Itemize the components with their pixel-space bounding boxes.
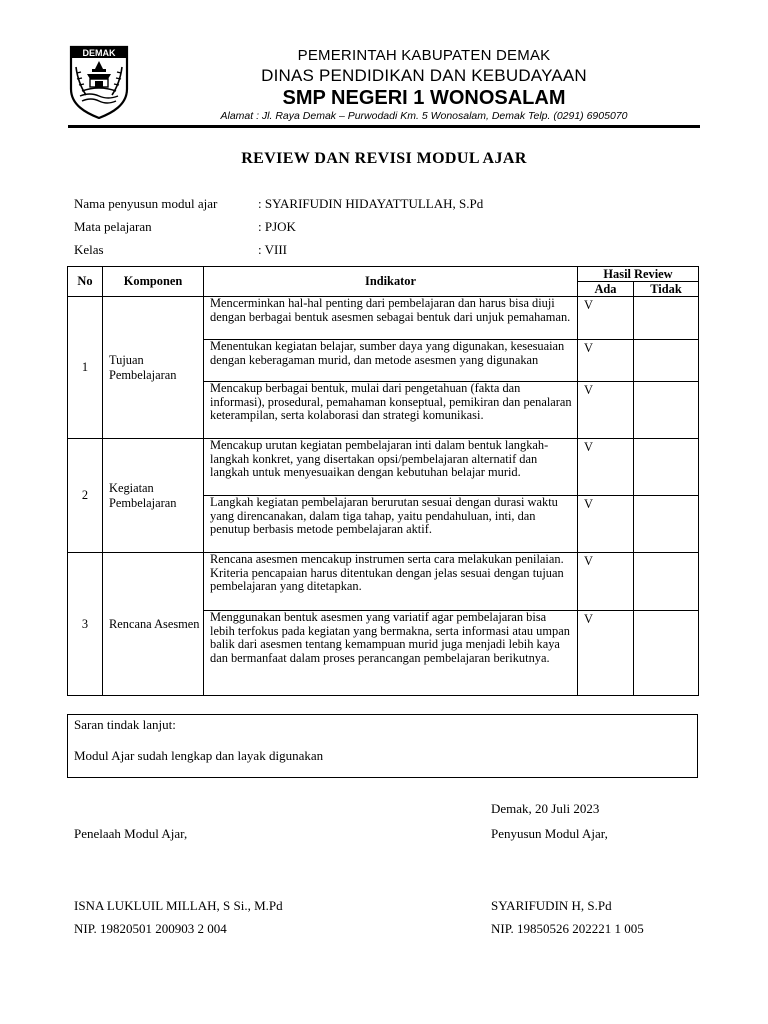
place-date: Demak, 20 Juli 2023 xyxy=(491,801,600,816)
ada-mark: V xyxy=(578,496,634,553)
ada-mark: V xyxy=(578,297,634,340)
komponen-cell: Rencana Asesmen xyxy=(103,553,204,696)
header-hasil-review: Hasil Review xyxy=(578,267,699,282)
saran-box xyxy=(67,714,698,778)
indikator-cell: Mencerminkan hal-hal penting dari pembelajaran dan harus bisa diuji dengan berbagai bentuk asesmen sebagai bentuk dari unjuk pemahaman. xyxy=(204,297,578,340)
tidak-mark xyxy=(634,439,699,496)
row-number: 3 xyxy=(68,553,103,696)
reviewer-nip: NIP. 19820501 200903 2 004 xyxy=(74,921,227,936)
row-number: 2 xyxy=(68,439,103,553)
author-name: SYARIFUDIN H, S.Pd xyxy=(491,898,612,913)
indikator-cell: Menentukan kegiatan belajar, sumber daya yang digunakan, kesesuaian dengan keberagaman murid, dan metode asesmen yang digunakan xyxy=(204,340,578,382)
logo-lettering: DEMAK xyxy=(82,48,116,58)
ada-mark: V xyxy=(578,611,634,696)
school-address: Alamat : Jl. Raya Demak – Purwodadi Km. 5 Wonosalam, Demak Telp. (0291) 6905070 xyxy=(220,110,628,122)
ada-mark: V xyxy=(578,553,634,611)
ada-mark: V xyxy=(578,439,634,496)
tidak-mark xyxy=(634,496,699,553)
saran-label: Saran tindak lanjut: xyxy=(74,717,176,732)
letterhead-line-2: DINAS PENDIDIKAN DAN KEBUDAYAAN xyxy=(261,66,587,85)
author-nip: NIP. 19850526 202221 1 005 xyxy=(491,921,644,936)
letterhead-divider xyxy=(68,125,700,128)
header-indikator: Indikator xyxy=(204,267,578,297)
demak-logo xyxy=(68,45,130,119)
komponen-cell: Kegiatan Pembelajaran xyxy=(103,439,204,553)
saran-text: Modul Ajar sudah lengkap dan layak digunakan xyxy=(74,748,324,763)
letterhead-line-1: PEMERINTAH KABUPATEN DEMAK xyxy=(297,47,551,64)
header-ada: Ada xyxy=(578,282,634,297)
table-row xyxy=(68,439,699,496)
indikator-cell: Rencana asesmen mencakup instrumen serta cara melakukan penilaian. Kriteria pencapaian harus ditentukan dengan jelas sesuai dengan tujuan pembelajaran yang ditetapkan. xyxy=(204,553,578,611)
indikator-cell: Mencakup berbagai bentuk, mulai dari pengetahuan (fakta dan informasi), prosedural, pemahaman konseptual, pemikiran dan penalaran keterampilan, serta kolaborasi dan strategi komunikasi. xyxy=(204,382,578,439)
komponen-cell: Tujuan Pembelajaran xyxy=(103,297,204,439)
reviewer-name: ISNA LUKLUIL MILLAH, S Si., M.Pd xyxy=(74,898,283,913)
author-role: Penyusun Modul Ajar, xyxy=(491,826,608,841)
table-row xyxy=(68,553,699,611)
ada-mark: V xyxy=(578,340,634,382)
indikator-cell: Mencakup urutan kegiatan pembelajaran inti dalam bentuk langkah-langkah konkret, yang disertakan opsi/pembelajaran alternatif dan langkah untuk menyesuaikan dengan kebutuhan belajar murid. xyxy=(204,439,578,496)
tidak-mark xyxy=(634,297,699,340)
header-no: No xyxy=(68,267,103,297)
row-number: 1 xyxy=(68,297,103,439)
school-name: SMP NEGERI 1 WONOSALAM xyxy=(282,87,566,109)
info-label-mapel: Mata pelajaran xyxy=(74,219,152,234)
info-value-kelas: : VIII xyxy=(258,242,288,257)
header-tidak: Tidak xyxy=(634,282,699,297)
info-value-penyusun: : SYARIFUDIN HIDAYATTULLAH, S.Pd xyxy=(258,196,484,211)
table-row xyxy=(68,297,699,340)
indikator-cell: Langkah kegiatan pembelajaran berurutan sesuai dengan durasi waktu yang direncanakan, dalam tiga tahap, yaitu pendahuluan, inti, dan penutup berbasis metode pembelajaran aktif. xyxy=(204,496,578,553)
info-label-kelas: Kelas xyxy=(74,242,104,257)
reviewer-role: Penelaah Modul Ajar, xyxy=(74,826,188,841)
review-table xyxy=(67,266,699,696)
ada-mark: V xyxy=(578,382,634,439)
tidak-mark xyxy=(634,553,699,611)
info-label-penyusun: Nama penyusun modul ajar xyxy=(74,196,218,211)
info-value-mapel: : PJOK xyxy=(258,219,296,234)
indikator-cell: Menggunakan bentuk asesmen yang variatif agar pembelajaran bisa lebih terfokus pada kegiatan yang bermakna, serta informasi atau umpan balik dari asesmen tentang kemampuan murid juga menjadi lebih kaya dan bermanfaat dalam proses perancangan pembelajaran berikutnya. xyxy=(204,611,578,696)
header-komponen: Komponen xyxy=(103,267,204,297)
tidak-mark xyxy=(634,340,699,382)
tidak-mark xyxy=(634,382,699,439)
document-title: REVIEW DAN REVISI MODUL AJAR xyxy=(241,150,527,167)
tidak-mark xyxy=(634,611,699,696)
